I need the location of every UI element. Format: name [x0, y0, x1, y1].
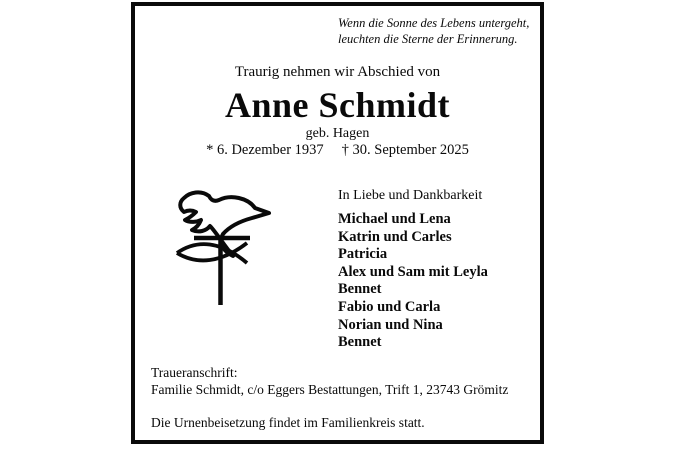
- intro-line: Traurig nehmen wir Abschied von: [234, 64, 441, 80]
- mourner-row: Bennet: [338, 334, 382, 351]
- deceased-name: Anne Schmidt: [224, 85, 451, 125]
- epigraph-line-2: leuchten die Sterne der Erinnerung.: [338, 31, 518, 46]
- mourner-row: Norian und Nina: [338, 316, 443, 333]
- mourner-row: Patricia: [338, 246, 388, 263]
- burial-note: Die Urnenbeisetzung findet im Familienkreis statt.: [151, 415, 425, 430]
- mourner-row: Fabio und Carla: [338, 298, 441, 315]
- epigraph-line-1: Wenn die Sonne des Lebens untergeht,: [338, 16, 530, 30]
- death-date: † 30. September 2025: [341, 142, 469, 158]
- mourner-row: Bennet: [338, 281, 382, 298]
- condolence-lead: In Liebe und Dankbarkeit: [338, 188, 483, 203]
- mourner-row: Alex und Sam mit Leyla: [338, 263, 488, 280]
- address-label: Traueranschrift:: [151, 365, 238, 380]
- dove-cross-fish-icon: [173, 188, 273, 308]
- address-line: Familie Schmidt, c/o Eggers Bestattungen, Trift 1, 23743 Grömitz: [151, 382, 509, 397]
- mourner-row: Michael und Lena: [338, 211, 451, 227]
- maiden-name: geb. Hagen: [305, 126, 370, 141]
- obituary-notice-frame: [131, 2, 544, 444]
- mourner-row: Katrin und Carles: [338, 228, 452, 245]
- epigraph-verse: [338, 16, 529, 47]
- life-dates: [135, 142, 540, 159]
- birth-date: * 6. Dezember 1937: [206, 142, 324, 158]
- mourners-list: [338, 211, 488, 352]
